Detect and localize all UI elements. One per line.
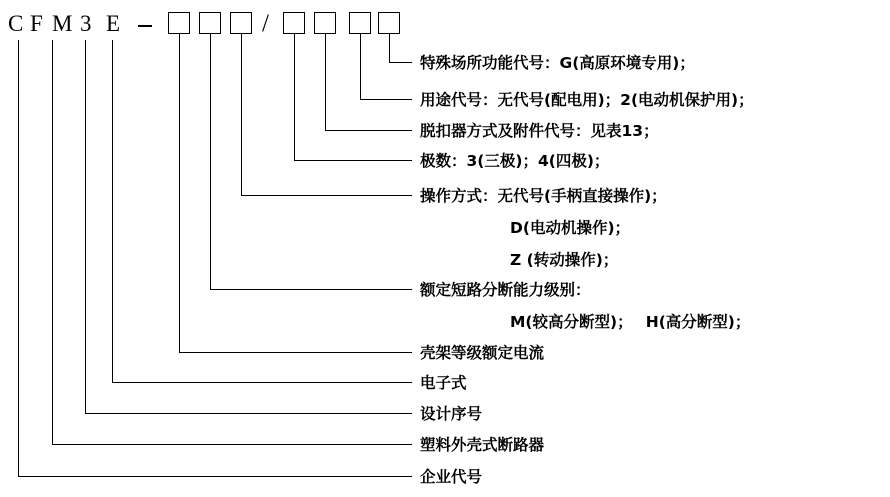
leader-line-vertical (52, 40, 53, 444)
hyphen-separator (138, 25, 152, 27)
callout-design-serial-number: 设计序号 (420, 405, 483, 423)
leader-line-vertical (210, 34, 211, 289)
callout-rated-short-circuit-breaking-capacity: 额定短路分断能力级别： (420, 281, 591, 299)
callout-operation-mode-line3: Z (转动操作)； (510, 251, 619, 269)
leader-line-vertical (325, 34, 326, 130)
leader-line-horizontal (210, 289, 412, 290)
leader-line-vertical (85, 40, 86, 413)
leader-line-horizontal (179, 352, 412, 353)
model-code-placeholder-box (314, 12, 336, 34)
callout-operation-mode: 操作方式：无代号(手柄直接操作)； (420, 187, 667, 205)
leader-line-horizontal (389, 62, 412, 63)
callout-trip-unit-and-accessory-code: 脱扣器方式及附件代号：见表13； (420, 122, 659, 140)
leader-line-vertical (241, 34, 242, 195)
model-code-placeholder-box (378, 12, 400, 34)
model-code-char: C (8, 11, 24, 36)
leader-line-horizontal (85, 413, 412, 414)
leader-line-horizontal (112, 382, 412, 383)
model-code-placeholder-box (283, 12, 305, 34)
callout-operation-mode-line2: D(电动机操作)； (510, 219, 631, 237)
leader-line-vertical (389, 34, 390, 62)
callout-frame-rated-current: 壳架等级额定电流 (420, 344, 545, 362)
callout-rated-short-circuit-breaking-capacity-line2: M(较高分断型)； H(高分断型)； (510, 313, 751, 331)
model-code-char: F (30, 11, 43, 36)
callout-molded-case-circuit-breaker: 塑料外壳式断路器 (420, 436, 545, 454)
leader-line-vertical (179, 34, 180, 352)
leader-line-vertical (18, 40, 19, 476)
leader-line-horizontal (325, 130, 412, 131)
model-code-placeholder-box (230, 12, 252, 34)
callout-electronic-type: 电子式 (420, 374, 467, 392)
leader-line-horizontal (294, 160, 412, 161)
callout-special-site-function-code: 特殊场所功能代号：G(高原环境专用)； (420, 54, 695, 72)
leader-line-horizontal (360, 99, 412, 100)
leader-line-vertical (294, 34, 295, 160)
slash-separator: / (262, 10, 269, 37)
model-code-placeholder-box (349, 12, 371, 34)
callout-enterprise-code: 企业代号 (420, 468, 483, 486)
leader-line-horizontal (18, 476, 412, 477)
callout-usage-code: 用途代号：无代号(配电用)；2(电动机保护用)； (420, 91, 754, 109)
leader-line-vertical (112, 40, 113, 382)
leader-line-vertical (360, 34, 361, 99)
leader-line-horizontal (52, 444, 412, 445)
model-code-placeholder-box (168, 12, 190, 34)
model-code-char: E (106, 11, 121, 36)
callout-pole-number: 极数：3(三极)；4(四极)； (420, 152, 610, 170)
model-code-char: 3 (80, 11, 92, 36)
model-code-placeholder-box (199, 12, 221, 34)
model-code-char: M (52, 11, 73, 36)
leader-line-horizontal (241, 195, 412, 196)
